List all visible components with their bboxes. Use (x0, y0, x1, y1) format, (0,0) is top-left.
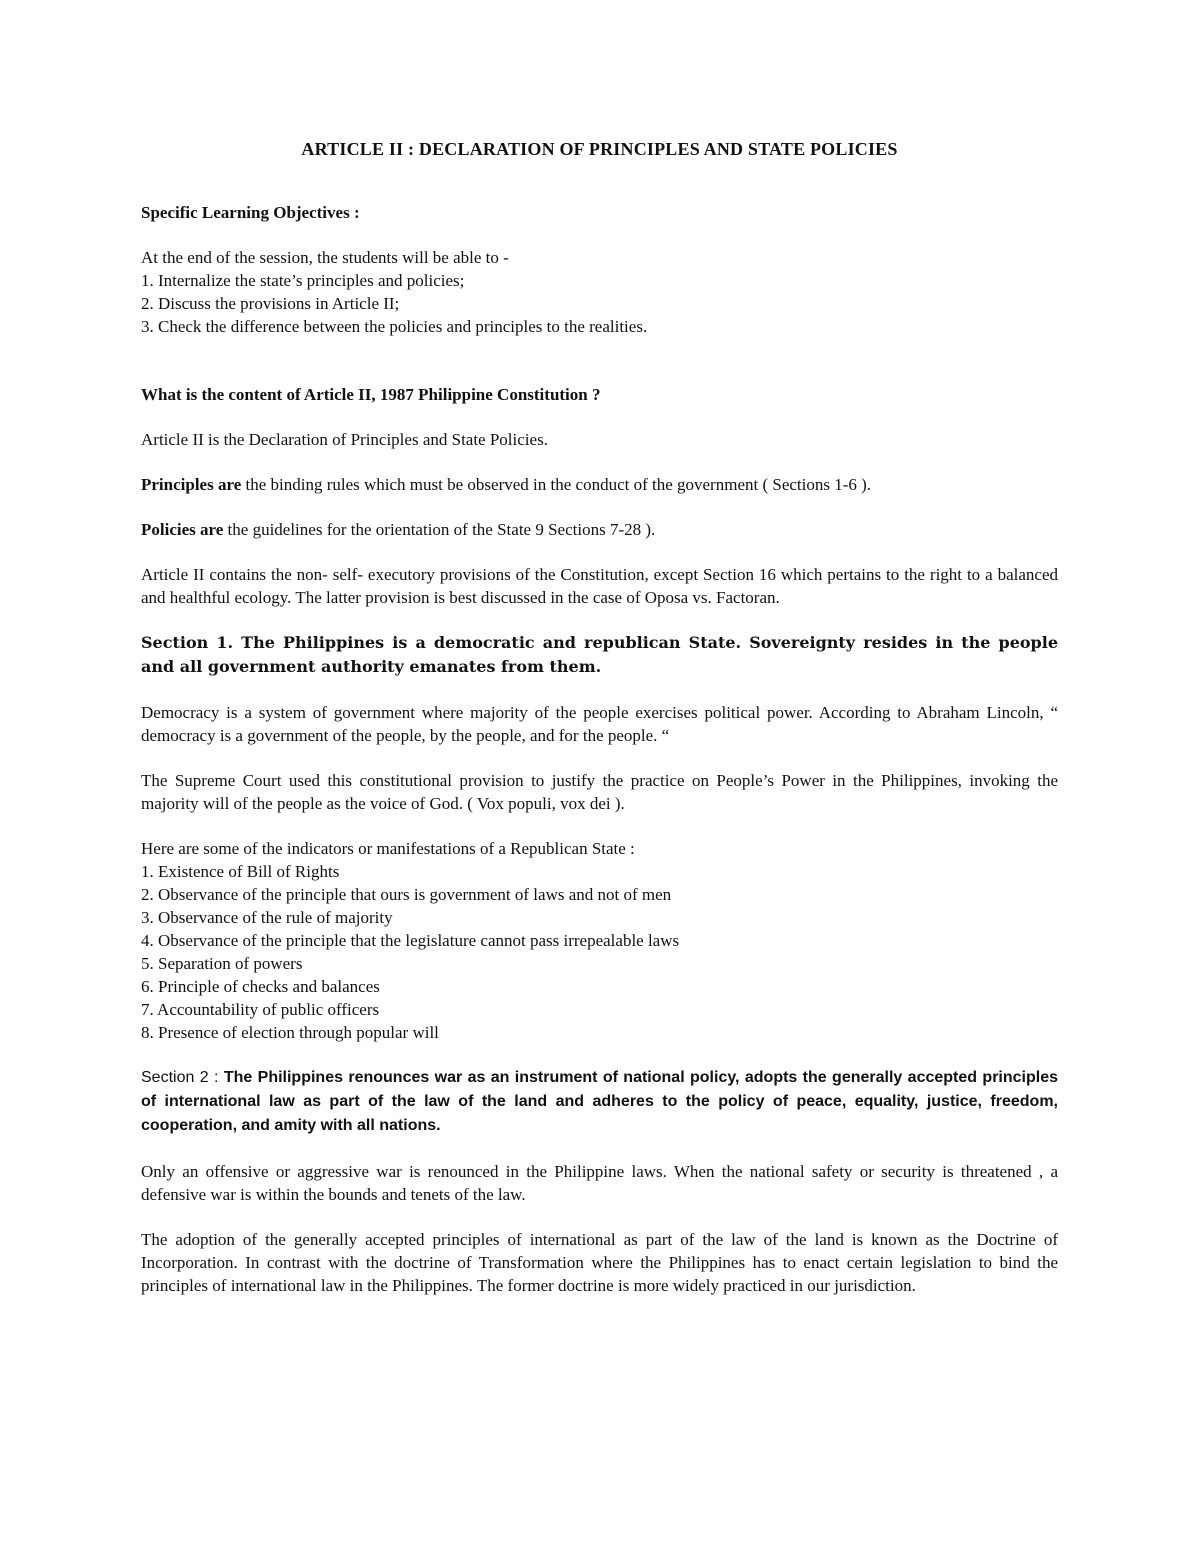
indicators-intro: Here are some of the indicators or manifestations of a Republican State : (141, 839, 635, 858)
war-paragraph: Only an offensive or aggressive war is renounced in the Philippine laws. When the national safety or security is threatened , a defensive war is within the bounds and tenets of the law. (141, 1162, 1058, 1204)
section2-label: Section 2 : (141, 1069, 224, 1086)
list-item: 8. Presence of election through popular will (141, 1023, 439, 1042)
document-page (141, 138, 1058, 1297)
list-item: 1. Internalize the state’s principles and policies; (141, 271, 465, 290)
incorporation-paragraph: The adoption of the generally accepted principles of international as part of the law of the land is known as the Doctrine of Incorporation. In contrast with the doctrine of Transformation where the Philippines has to enact certain legislation to bind the principles of international law in the Philippines. The former doctrine is more widely practiced in our jurisdiction. (141, 1230, 1058, 1295)
principles-paragraph (141, 473, 1058, 496)
policies-paragraph (141, 518, 1058, 541)
supreme-court-paragraph: The Supreme Court used this constitutional provision to justify the practice on People’s Power in the Philippines, invoking the majority will of the people as the voice of God. ( Vox populi, vox dei ). (141, 771, 1058, 813)
principles-term: Principles are (141, 475, 242, 494)
democracy-paragraph: Democracy is a system of government where majority of the people exercises political power. According to Abraham Lincoln, “ democracy is a government of the people, by the people, and for the people. “ (141, 703, 1058, 745)
content-definition: Article II is the Declaration of Principles and State Policies. (141, 430, 548, 449)
section2-heading (141, 1066, 1058, 1138)
objectives-heading: Specific Learning Objectives : (141, 203, 360, 222)
list-item: 2. Discuss the provisions in Article II; (141, 294, 400, 313)
list-item: 3. Check the difference between the policies and principles to the realities. (141, 317, 648, 336)
document-title: ARTICLE II : DECLARATION OF PRINCIPLES AND STATE POLICIES (301, 139, 898, 159)
indicators-list (141, 860, 1058, 1044)
section1-heading: Section 1. The Philippines is a democratic and republican State. Sovereignty resides in the people and all government authority emanates from them. (141, 633, 1058, 676)
content-heading: What is the content of Article II, 1987 Philippine Constitution ? (141, 385, 601, 404)
principles-text: the binding rules which must be observed in the conduct of the government ( Sections 1-6 ). (241, 475, 872, 494)
list-item: 1. Existence of Bill of Rights (141, 862, 340, 881)
list-item: 7. Accountability of public officers (141, 1000, 380, 1019)
list-item: 3. Observance of the rule of majority (141, 908, 393, 927)
policies-text: the guidelines for the orientation of the State 9 Sections 7-28 ). (223, 520, 656, 539)
policies-term: Policies are (141, 520, 224, 539)
list-item: 5. Separation of powers (141, 954, 303, 973)
section2-text: The Philippines renounces war as an instrument of national policy, adopts the generally accepted principles of international law as part of the law of the land and adheres to the policy of peace, equality, justice, freedom, cooperation, and amity with all nations. (141, 1069, 1058, 1134)
executory-paragraph: Article II contains the non- self- executory provisions of the Constitution, except Section 16 which pertains to the right to a balanced and healthful ecology. The latter provision is best discussed in the case of Oposa vs. Factoran. (141, 565, 1058, 607)
objectives-list (141, 269, 1058, 338)
list-item: 6. Principle of checks and balances (141, 977, 380, 996)
objectives-intro: At the end of the session, the students will be able to - (141, 248, 509, 267)
list-item: 2. Observance of the principle that ours is government of laws and not of men (141, 885, 672, 904)
list-item: 4. Observance of the principle that the legislature cannot pass irrepealable laws (141, 931, 680, 950)
